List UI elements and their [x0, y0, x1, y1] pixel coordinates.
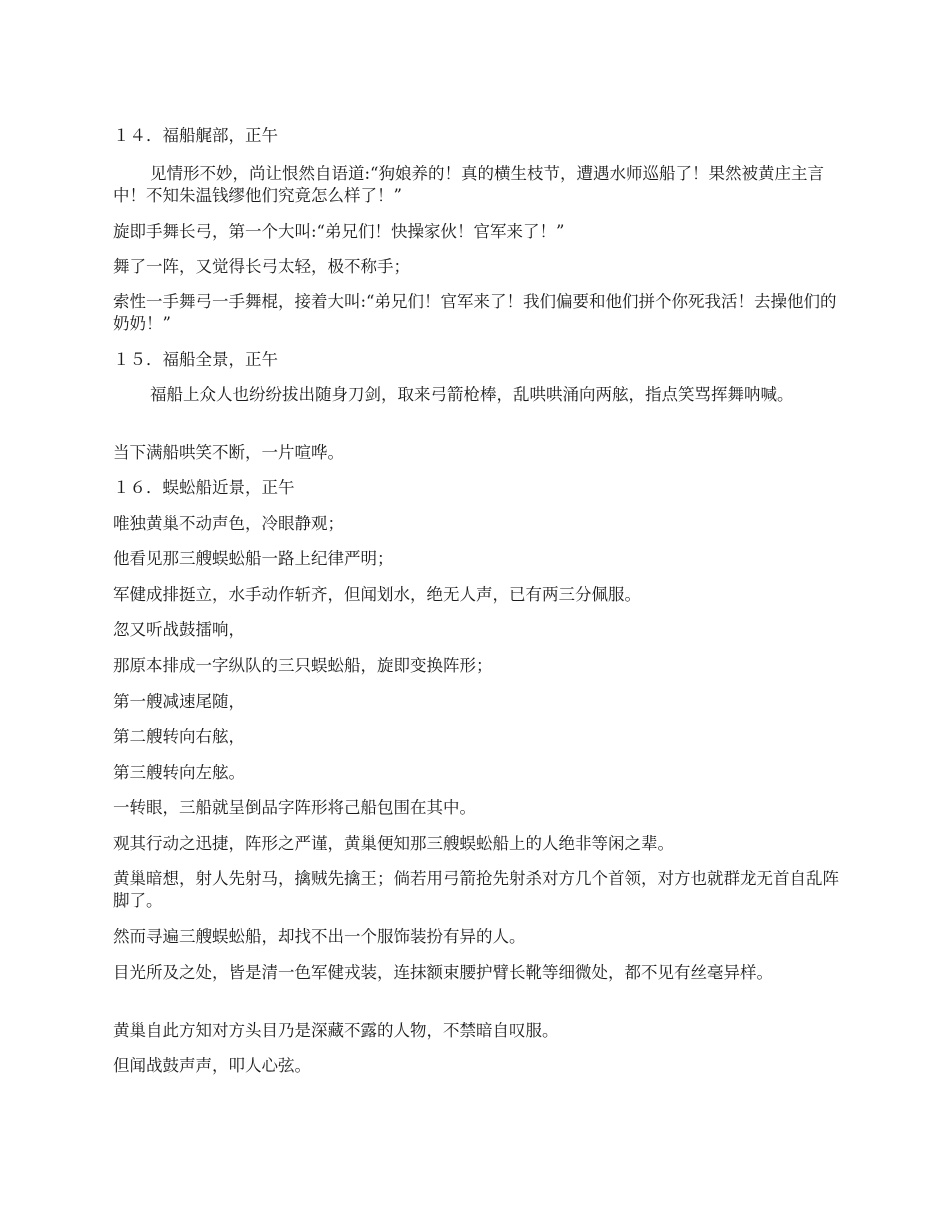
paragraph: 军健成排挺立，水手动作斩齐，但闻划水，绝无人声，已有两三分佩服。: [113, 585, 641, 604]
section-heading-16: １６．蜈蚣船近景，正午: [113, 478, 295, 497]
paragraph: 忽又听战鼓擂响，: [113, 620, 245, 639]
section-heading-14: １４．福船艉部，正午: [113, 126, 278, 145]
paragraph: 当下满船哄笑不断，一片喧哗。: [113, 443, 344, 462]
paragraph: 他看见那三艘蜈蚣船一路上纪律严明；: [113, 549, 394, 568]
paragraph: 索性一手舞弓一手舞棍，接着大叫:“弟兄们！官军来了！我们偏要和他们拼个你死我活！去操他们的奶奶！”: [113, 292, 837, 333]
paragraph: 见情形不妙，尚让恨然自语道:“狗娘养的！真的横生枝节，遭遇水师巡船了！果然被黄庄主言中！不知朱温钱缪他们究竟怎么样了！”: [113, 164, 824, 205]
paragraph: 那原本排成一字纵队的三只蜈蚣船，旋即变换阵形；: [113, 656, 493, 675]
paragraph: 舞了一阵，又觉得长弓太轻，极不称手；: [113, 257, 410, 276]
paragraph: 观其行动之迅捷，阵形之严谨，黄巢便知那三艘蜈蚣船上的人绝非等闲之辈。: [113, 834, 674, 853]
paragraph: 一转眼，三船就呈倒品字阵形将己船包围在其中。: [113, 798, 476, 817]
paragraph: 黄巢暗想，射人先射马，擒贼先擒王；倘若用弓箭抢先射杀对方几个首领，对方也就群龙无首自乱阵脚了。: [113, 869, 839, 910]
paragraph: 唯独黄巢不动声色，冷眼静观；: [113, 514, 344, 533]
paragraph: 第一艘减速尾随，: [113, 692, 245, 711]
paragraph: 但闻战鼓声声，叩人心弦。: [113, 1056, 311, 1075]
paragraph: 然而寻遍三艘蜈蚣船，却找不出一个服饰装扮有异的人。: [113, 927, 526, 946]
paragraph: 旋即手舞长弓，第一个大叫:“弟兄们！快操家伙！官军来了！”: [113, 222, 565, 241]
paragraph: 第三艘转向左舷。: [113, 763, 245, 782]
paragraph: 福船上众人也纷纷拔出随身刀剑，取来弓箭枪棒，乱哄哄涌向两舷，指点笑骂挥舞呐喊。: [150, 385, 794, 404]
section-heading-15: １５．福船全景，正午: [113, 350, 278, 369]
paragraph: 目光所及之处，皆是清一色军健戎装，连抹额束腰护臂长靴等细微处，都不见有丝毫异样。: [113, 963, 773, 982]
paragraph: 第二艘转向右舷，: [113, 727, 245, 746]
paragraph: 黄巢自此方知对方头目乃是深藏不露的人物，不禁暗自叹服。: [113, 1021, 559, 1040]
